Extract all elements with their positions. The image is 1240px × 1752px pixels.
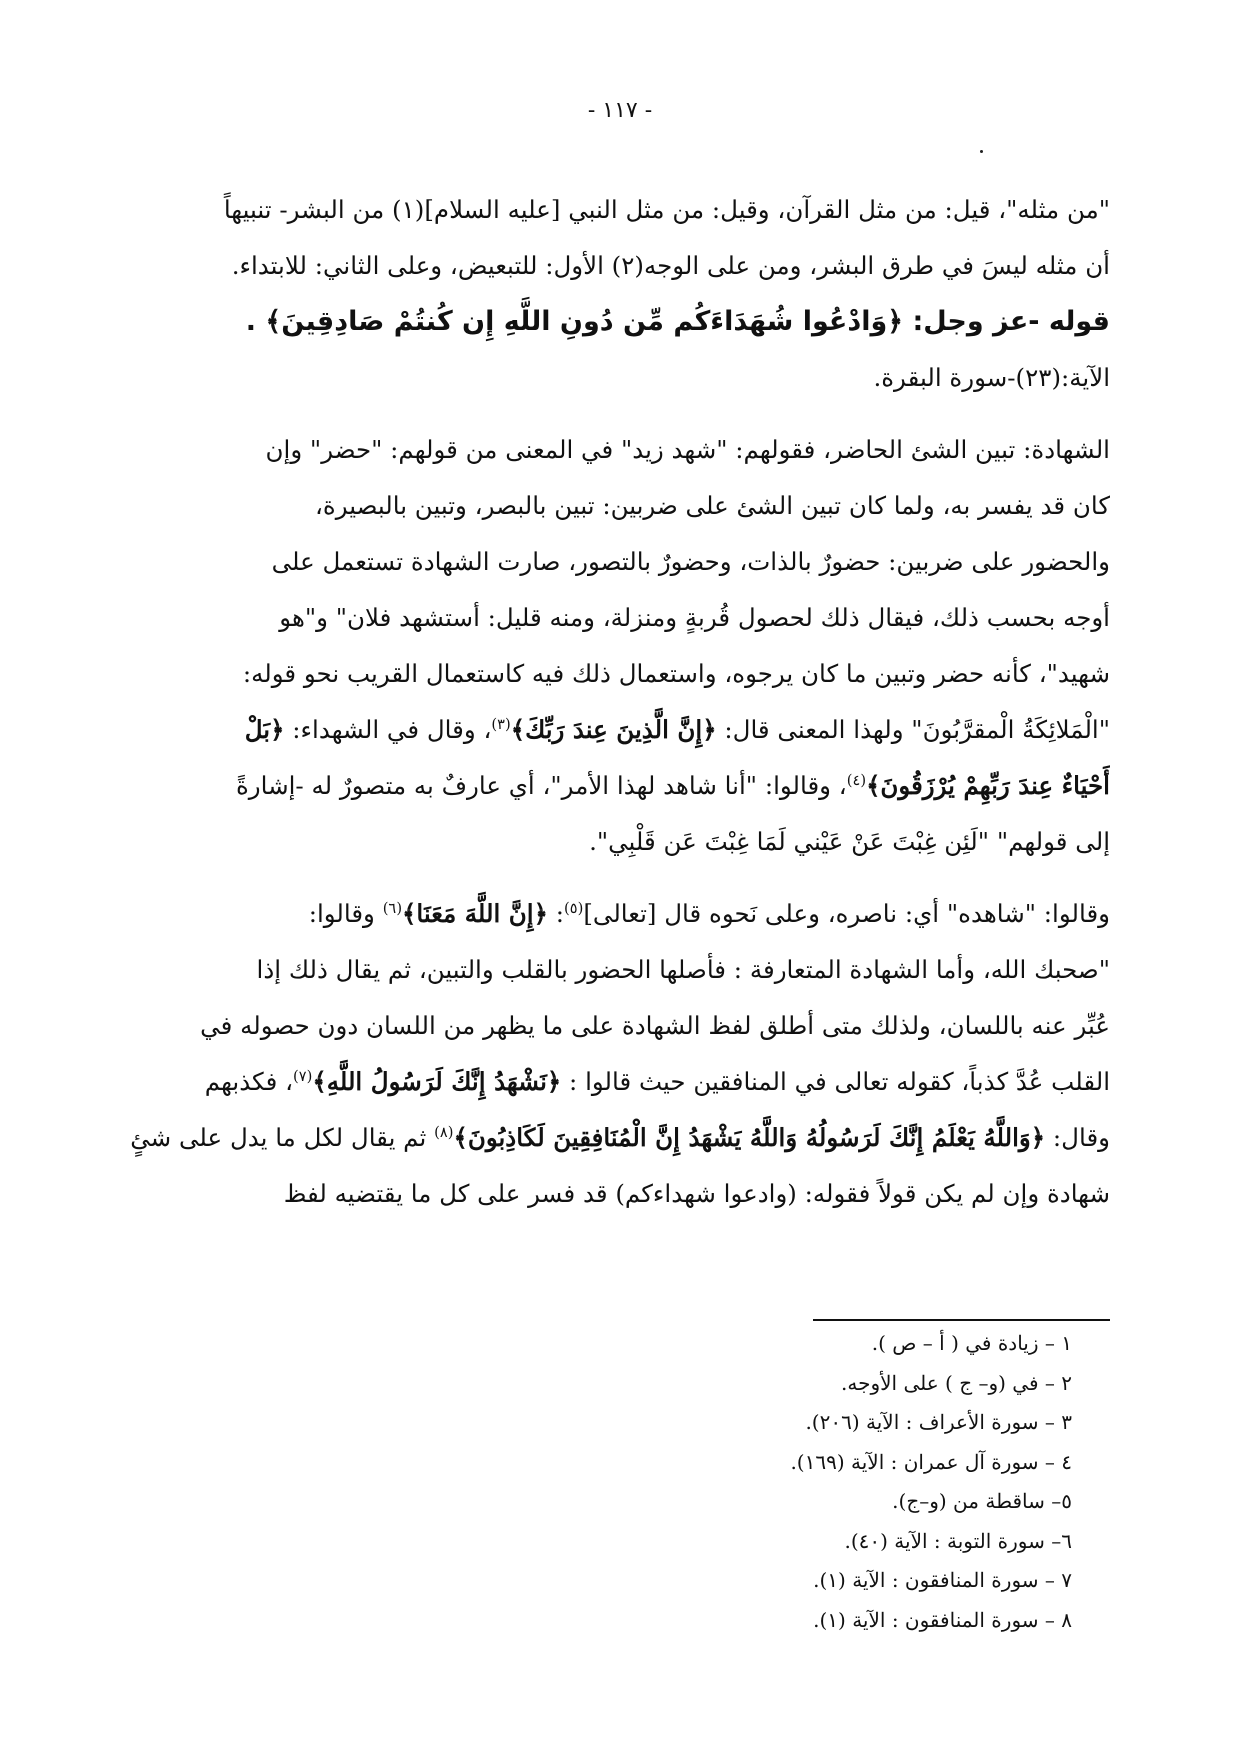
footnote: ٣ – سورة الأعراف : الآية (٢٠٦). xyxy=(805,1410,1072,1434)
footnote-ref: (٥) xyxy=(564,899,584,917)
text-line: أن مثله ليسَ في طرق البشر، ومن على الوجه(٢) الأول: للتبعيض، وعلى الثاني: للابتداء. xyxy=(231,251,1110,280)
text-line: إلى قولهم" "لَئِن غِبْتَ عَنْ عَيْني لَمَا غِبْتَ عَن قَلْبِي". xyxy=(589,827,1110,856)
text-segment: ، وقال في الشهداء: xyxy=(292,715,492,744)
footnote-ref: (٦) xyxy=(382,899,403,917)
verse-heading xyxy=(125,294,1110,350)
text-segment: ، وقالوا: "أنا شاهد لهذا الأمر"، أي عارفٌ به متصورٌ له -إشارةً xyxy=(235,771,847,800)
text-line: شهيد"، كأنه حضر وتبين ما كان يرجوه، واستعمال ذلك فيه كاستعمال القريب نحو قوله: xyxy=(242,659,1110,688)
text-line xyxy=(125,758,1110,814)
text-line: "من مثله"، قيل: من مثل القرآن، وقيل: من مثل النبي [عليه السلام](١) من البشر- تنبيهاً xyxy=(223,195,1110,224)
footnote-ref: (٧) xyxy=(293,1067,313,1085)
verse-reference: الآية:(٢٣)-سورة البقرة. xyxy=(873,363,1110,392)
footnote-ref: (٨) xyxy=(434,1123,454,1141)
text-line xyxy=(125,886,1110,942)
quran-verse: أَحْيَاءٌ عِندَ رَبِّهِمْ يُرْزَقُونَ﴾ xyxy=(866,771,1110,800)
text-line: والحضور على ضربين: حضورٌ بالذات، وحضورٌ بالتصور، صارت الشهادة تستعمل على xyxy=(271,547,1110,576)
text-line: "صحبك الله، وأما الشهادة المتعارفة : فأصلها الحضور بالقلب والتبين، ثم يقال ذلك إذا xyxy=(256,955,1110,984)
quran-verse: ﴿إِنَّ اللَّهَ مَعَنَا﴾ xyxy=(402,899,548,928)
quran-verse: ﴿بَلْ xyxy=(244,715,285,744)
text-segment: ، فكذبهم xyxy=(204,1067,293,1096)
text-segment: وقالوا: xyxy=(308,899,375,928)
footnote-ref: (٤) xyxy=(846,771,867,789)
quran-verse: ﴿وَادْعُوا شُهَدَاءَكُم مِّن دُونِ اللَّهِ إِن كُنتُمْ صَادِقِينَ﴾ xyxy=(265,306,904,337)
text-line xyxy=(125,702,1110,758)
heading-label: قوله -عز وجل: xyxy=(912,306,1110,337)
main-text xyxy=(125,182,1110,1222)
text-line: عُبِّر عنه باللسان، ولذلك متى أطلق لفظ الشهادة على ما يظهر من اللسان دون حصوله في xyxy=(200,1011,1110,1040)
text-line: شهادة وإن لم يكن قولاً فقوله: (وادعوا شهداءكم) قد فسر على كل ما يقتضيه لفظ xyxy=(283,1179,1110,1208)
footnote: ٨ – سورة المنافقون : الآية (١). xyxy=(813,1607,1072,1632)
text-line: الشهادة: تبين الشئ الحاضر، فقولهم: "شهد زيد" في المعنى من قولهم: "حضر" وإن xyxy=(265,435,1110,464)
page-number: - ١١٧ - xyxy=(587,98,653,123)
footnote: ٤ – سورة آل عمران : الآية (١٦٩). xyxy=(790,1449,1072,1474)
footnotes xyxy=(672,1324,1072,1640)
text-line: أوجه بحسب ذلك، فيقال ذلك لحصول قُربةٍ ومنزلة، ومنه قليل: أستشهد فلان" و"هو xyxy=(279,603,1110,632)
text-segment: وقال: xyxy=(1052,1123,1110,1152)
scan-speck xyxy=(980,150,983,153)
footnote: ٦– سورة التوبة : الآية (٤٠). xyxy=(844,1528,1072,1553)
text-line: كان قد يفسر به، ولما كان تبين الشئ على ضربين: تبين بالبصر، وتبين بالبصيرة، xyxy=(314,491,1110,520)
text-segment: القلب عُدَّ كذباً، كقوله تعالى في المنافقين حيث قالوا : xyxy=(569,1067,1110,1096)
text-segment: : xyxy=(555,899,564,928)
heading-end: . xyxy=(245,306,257,337)
text-line xyxy=(125,1054,1110,1110)
quran-verse: ﴿نَشْهَدُ إِنَّكَ لَرَسُولُ اللَّهِ﴾ xyxy=(312,1067,562,1096)
quran-verse: ﴿وَاللَّهُ يَعْلَمُ إِنَّكَ لَرَسُولُهُ وَاللَّهُ يَشْهَدُ إِنَّ الْمُنَافِقِينَ لَكَاذِبُونَ﴾ xyxy=(453,1123,1046,1152)
quran-verse: ﴿إِنَّ الَّذِينَ عِندَ رَبِّكَ﴾ xyxy=(510,715,717,744)
footnote: ٢ – في (و– ج ) على الأوجه. xyxy=(841,1370,1072,1395)
footnote-ref: (٣) xyxy=(491,715,511,733)
text-segment: وقالوا: "شاهده" أي: ناصره، وعلى نَحوه قال [تعالى] xyxy=(583,899,1110,928)
text-segment: ثم يقال لكل ما يدل على شئٍ xyxy=(130,1123,427,1152)
footnote: ٥– ساقطة من (و–ج). xyxy=(892,1489,1072,1513)
text-segment: "الْمَلائِكَةُ الْمقرَّبُونَ" ولهذا المعنى قال: xyxy=(724,715,1110,744)
text-line xyxy=(125,1110,1110,1166)
footnote-separator xyxy=(813,1319,1110,1321)
footnote: ١ – زيادة في ( أ – ص ). xyxy=(871,1331,1072,1355)
footnote: ٧ – سورة المنافقون : الآية (١). xyxy=(813,1568,1072,1592)
